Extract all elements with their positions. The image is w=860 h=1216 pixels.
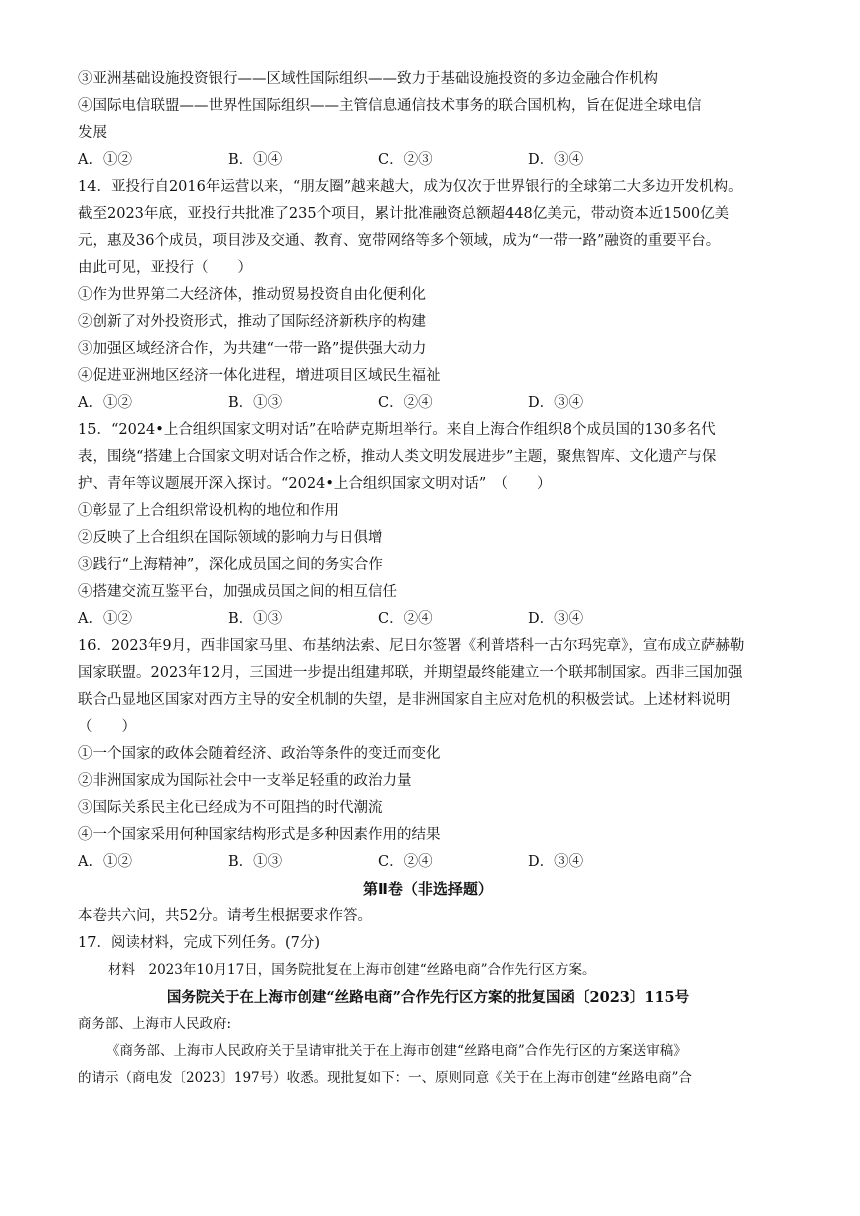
q16-option-a[interactable]: A．①② [78, 854, 132, 870]
q15-stem-2: 表，围绕“搭建上合国家文明对话合作之桥，推动人类文明发展进步”主题，聚焦智库、文化遗产与保 [78, 449, 717, 465]
q14-stem-4: 由此可见，亚投行（ ） [78, 260, 252, 276]
q14-item-4: ④促进亚洲地区经济一体化进程，增进项目区域民生福祉 [78, 368, 441, 384]
q14-stem-1: 14．亚投行自2016年运营以来，“朋友圈”越来越大，成为仅次于世界银行的全球第二大多边开发机构。 [78, 179, 743, 195]
q15-option-b[interactable]: B．①③ [228, 611, 283, 627]
q16-item-2: ②非洲国家成为国际社会中一支举足轻重的政治力量 [78, 773, 412, 789]
q14-options [78, 390, 778, 417]
exam-page [78, 66, 778, 1092]
q16-item-4: ④一个国家采用何种国家结构形式是多种因素作用的结果 [78, 827, 441, 843]
q14-option-c[interactable]: C．②④ [378, 395, 433, 411]
q15-stem-3: 护、青年等议题展开深入探讨。“2024•上合组织国家文明对话” （ ） [78, 476, 552, 492]
q16-stem-2: 国家联盟。2023年12月，三国进一步提出组建邦联，并期望最终能建立一个联邦制国家。西非三国加强 [78, 665, 743, 681]
q16-option-c[interactable]: C．②④ [378, 854, 433, 870]
q16-item-1: ①一个国家的政体会随着经济、政治等条件的变迁而变化 [78, 746, 441, 762]
q14-stem-2: 截至2023年底，亚投行共批准了235个项目，累计批准融资总额超448亿美元，带动资本近1500亿美 [78, 206, 730, 222]
q17-stem: 17．阅读材料，完成下列任务。(7分) [78, 935, 320, 951]
q17-document-body-1: 《商务部、上海市人民政府关于呈请审批关于在上海市创建“丝路电商”合作先行区的方案送审稿》 [106, 1043, 687, 1059]
q17-material: 材料 2023年10月17日，国务院批复在上海市创建“丝路电商”合作先行区方案。 [108, 962, 596, 978]
q13-option-b[interactable]: B．①④ [228, 152, 283, 168]
q15-stem-1: 15．“2024•上合组织国家文明对话”在哈萨克斯坦举行。来自上海合作组织8个成员国的130多名代 [78, 422, 716, 438]
q13-option-c[interactable]: C．②③ [378, 152, 433, 168]
q15-options [78, 606, 778, 633]
q15-item-1: ①彰显了上合组织常设机构的地位和作用 [78, 503, 339, 519]
q16-option-d[interactable]: D．③④ [528, 854, 584, 870]
q14-option-a[interactable]: A．①② [78, 395, 132, 411]
q16-item-3: ③国际关系民主化已经成为不可阻挡的时代潮流 [78, 800, 383, 816]
q15-item-2: ②反映了上合组织在国际领域的影响力与日俱增 [78, 530, 383, 546]
q13-options [78, 147, 778, 174]
q14-stem-3: 元，惠及36个成员，项目涉及交通、教育、宽带网络等多个领域，成为“一带一路”融资的重要平台。 [78, 233, 721, 249]
q17-document-recipient: 商务部、上海市人民政府: [78, 1016, 232, 1032]
q17-document-title: 国务院关于在上海市创建“丝路电商”合作先行区方案的批复国函〔2023〕115号 [166, 989, 690, 1006]
q15-option-d[interactable]: D．③④ [528, 611, 584, 627]
q15-option-a[interactable]: A．①② [78, 611, 132, 627]
q17-document-body-2: 的请示（商电发〔2023〕197号）收悉。现批复如下：一、原则同意《关于在上海市创建“丝路电商”合 [78, 1070, 692, 1086]
q16-stem-1: 16．2023年9月，西非国家马里、布基纳法索、尼日尔签署《利普塔科一古尔玛宪章》，宣布成立萨赫勒 [78, 638, 745, 654]
section-2-intro: 本卷共六问，共52分。请考生根据要求作答。 [78, 908, 372, 924]
q14-item-2: ②创新了对外投资形式，推动了国际经济新秩序的构建 [78, 314, 426, 330]
q14-option-b[interactable]: B．①③ [228, 395, 283, 411]
q15-item-3: ③践行“上海精神”，深化成员国之间的务实合作 [78, 557, 383, 573]
q14-item-1: ①作为世界第二大经济体，推动贸易投资自由化便利化 [78, 287, 426, 303]
q15-item-4: ④搭建交流互鉴平台，加强成员国之间的相互信任 [78, 584, 397, 600]
q14-item-3: ③加强区域经济合作，为共建“一带一路”提供强大动力 [78, 341, 427, 357]
q13-item-4-cont: 发展 [78, 125, 107, 141]
q13-item-3: ③亚洲基础设施投资银行——区域性国际组织——致力于基础设施投资的多边金融合作机构 [78, 71, 658, 87]
q16-stem-4: （ ） [78, 719, 136, 735]
section-2-title: 第Ⅱ卷（非选择题） [363, 880, 493, 898]
q16-stem-3: 联合凸显地区国家对西方主导的安全机制的失望，是非洲国家自主应对危机的积极尝试。上述材料说明 [78, 692, 731, 708]
q13-option-d[interactable]: D．③④ [528, 152, 584, 168]
q15-option-c[interactable]: C．②④ [378, 611, 433, 627]
q16-options [78, 849, 778, 876]
q13-option-a[interactable]: A．①② [78, 152, 132, 168]
q13-item-4: ④国际电信联盟——世界性国际组织——主管信息通信技术事务的联合国机构，旨在促进全球电信 [78, 98, 702, 114]
q14-option-d[interactable]: D．③④ [528, 395, 584, 411]
q16-option-b[interactable]: B．①③ [228, 854, 283, 870]
